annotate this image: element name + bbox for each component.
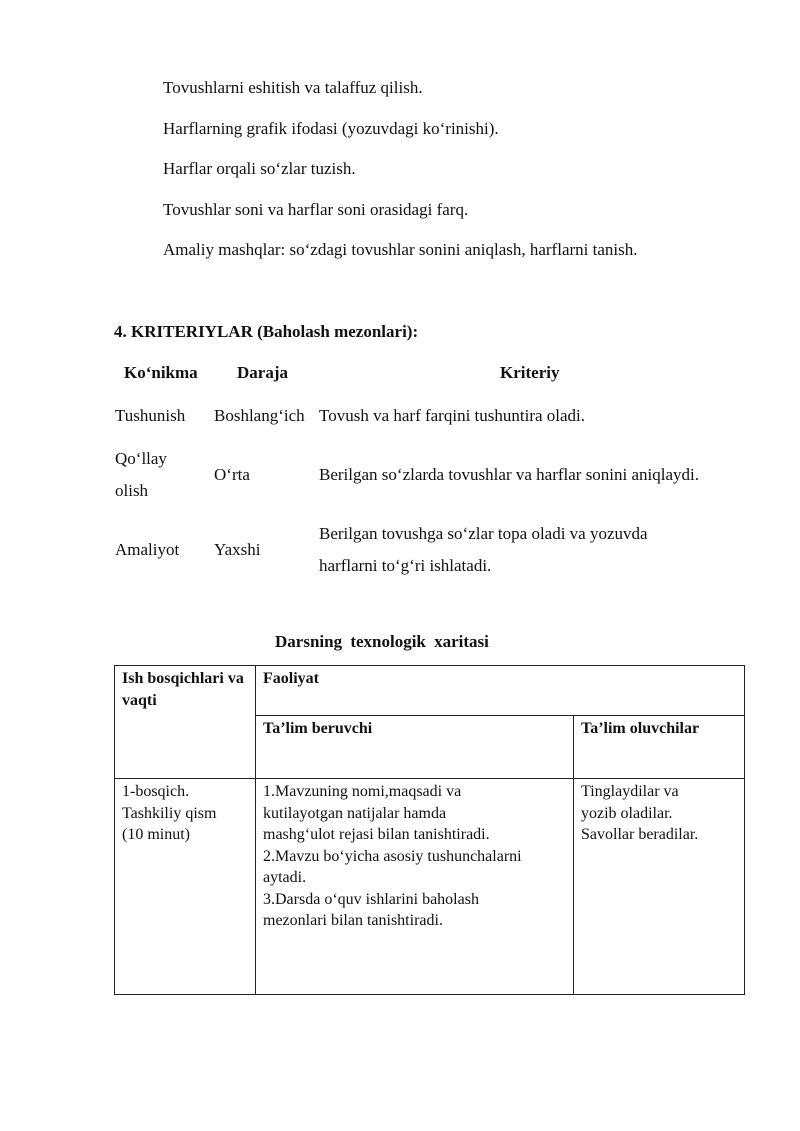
tech-map-header-teacher-text: Ta’lim beruvchi bbox=[263, 720, 373, 737]
tech-map-stage-cell bbox=[115, 779, 256, 995]
criteria-row-level: Yaxshi bbox=[214, 540, 261, 559]
intro-line: Harflar orqali so‘zlar tuzish. bbox=[163, 159, 356, 178]
intro-line: Tovushlarni eshitish va talaffuz qilish. bbox=[163, 78, 423, 97]
criteria-row-skill: Tushunish bbox=[115, 406, 186, 425]
tech-map-header-activity-text: Faoliyat bbox=[263, 670, 319, 687]
tech-map-students-line: yozib oladilar. bbox=[581, 804, 673, 822]
criteria-heading: 4. KRITERIYLAR (Baholash mezonlari): bbox=[114, 322, 419, 341]
tech-map-students-line: Tinglaydilar va bbox=[581, 783, 679, 800]
tech-map-header-students-text: Ta’lim oluvchilar bbox=[581, 720, 700, 737]
tech-map-teacher-line: 1.Mavzuning nomi,maqsadi va bbox=[263, 783, 462, 800]
criteria-row-skill: Qo‘llay bbox=[115, 449, 167, 468]
tech-map-teacher-line: kutilayotgan natijalar hamda bbox=[263, 804, 447, 822]
criteria-row-criterion: harflarni to‘g‘ri ishlatadi. bbox=[319, 556, 492, 575]
criteria-header-skill: Ko‘nikma bbox=[124, 363, 198, 382]
tech-map-header-activity bbox=[256, 666, 745, 716]
tech-map-teacher-line: aytadi. bbox=[263, 869, 307, 886]
tech-map-teacher-line: mezonlari bilan tanishtiradi. bbox=[263, 912, 443, 929]
tech-map-header-students bbox=[574, 716, 745, 779]
criteria-row-level: O‘rta bbox=[214, 465, 250, 484]
intro-line: Amaliy mashqlar: so‘zdagi tovushlar sonini aniqlash, harflarni tanish. bbox=[163, 240, 638, 259]
criteria-row-level: Boshlang‘ich bbox=[214, 406, 305, 425]
criteria-header-criterion: Kriteriy bbox=[500, 363, 560, 382]
tech-map-teacher-cell bbox=[256, 779, 574, 995]
tech-map-students-cell bbox=[574, 779, 745, 995]
criteria-header-level: Daraja bbox=[237, 363, 288, 382]
criteria-row-skill: olish bbox=[115, 481, 149, 500]
tech-map-table bbox=[114, 665, 745, 995]
tech-map-teacher-line: mashg‘ulot rejasi bilan tanishtiradi. bbox=[263, 826, 490, 843]
criteria-row-criterion: Berilgan so‘zlarda tovushlar va harflar sonini aniqlaydi. bbox=[319, 465, 700, 484]
criteria-row-criterion: Tovush va harf farqini tushuntira oladi. bbox=[319, 406, 586, 425]
tech-map-stage-line: (10 minut) bbox=[122, 826, 190, 843]
tech-map-students-line: Savollar beradilar. bbox=[581, 826, 699, 843]
tech-map-header-teacher bbox=[256, 716, 574, 779]
tech-map-stage-line: 1-bosqich. bbox=[122, 783, 190, 800]
intro-line: Tovushlar soni va harflar soni orasidagi farq. bbox=[163, 200, 469, 219]
criteria-row-criterion: Berilgan tovushga so‘zlar topa oladi va yozuvda bbox=[319, 524, 648, 543]
tech-map-teacher-line: 2.Mavzu bo‘yicha asosiy tushunchalarni bbox=[263, 847, 522, 865]
tech-map-stage-line: Tashkiliy qism bbox=[122, 804, 217, 822]
criteria-row-skill: Amaliyot bbox=[115, 540, 180, 559]
tech-map-header-stage-text: Ish bosqichlari va vaqti bbox=[122, 670, 244, 709]
intro-line: Harflarning grafik ifodasi (yozuvdagi ko‘rinishi). bbox=[163, 119, 499, 138]
tech-map-header-stage bbox=[115, 666, 256, 779]
tech-map-teacher-line: 3.Darsda o‘quv ishlarini baholash bbox=[263, 890, 479, 908]
tech-map-caption: Darsning texnologik xaritasi bbox=[275, 632, 489, 651]
